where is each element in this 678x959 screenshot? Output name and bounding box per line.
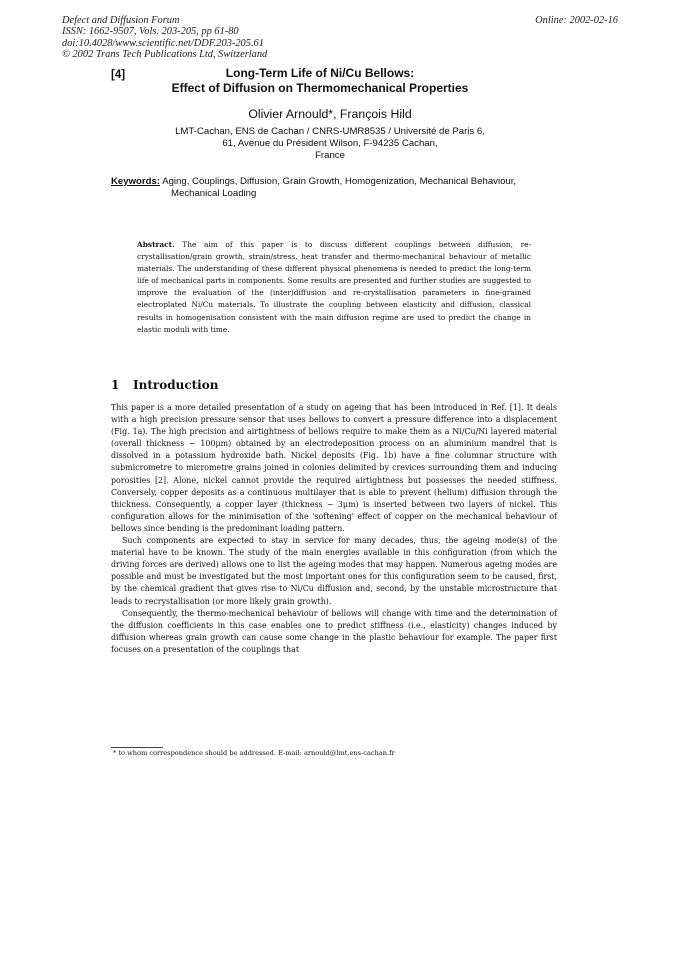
affiliation-line-1: LMT-Cachan, ENS de Cachan / CNRS-UMR8535 / Université de Paris 6, bbox=[175, 126, 485, 137]
section-heading bbox=[111, 378, 218, 392]
authors: Olivier Arnould*, François Hild bbox=[248, 107, 412, 121]
abstract bbox=[137, 239, 531, 336]
abstract-label: Abstract. bbox=[137, 240, 175, 249]
journal-header bbox=[62, 15, 618, 60]
issn-line: ISSN: 1662-9507, Vols. 203-205, pp 61-80 bbox=[62, 26, 239, 38]
affiliation-line-3: France bbox=[315, 150, 345, 162]
paragraph-2: Such components are expected to stay in service for many decades, thus, the ageing mode(s) of the material have to be known. The study of the main energies available in this configuration (from which the driving forces are derived) allows one to list the ageing modes that may happen. Numerous ageing modes are possible and must be investigated but the most important ones for this configuration seem to be caused, first, by the chemical gradient that gives rise to Ni/Cu diffusion and, second, by the unstable microstructure that leads to recrystallisation (or more likely grain growth). bbox=[111, 536, 557, 606]
keywords-text: Aging, Couplings, Diffusion, Grain Growth, Homogenization, Mechanical Behaviour, bbox=[162, 176, 517, 187]
online-date: Online: 2002-02-16 bbox=[535, 15, 618, 26]
paper-title bbox=[150, 66, 490, 96]
title-line-1: Long-Term Life of Ni/Cu Bellows: bbox=[225, 66, 415, 80]
reference-tag: [4] bbox=[111, 69, 126, 81]
section-title: Introduction bbox=[133, 378, 219, 392]
section-number: 1 bbox=[111, 378, 120, 392]
paragraph-1: This paper is a more detailed presentation of a study on ageing that has been introduced in Ref. [1]. It deals with a high precision pressure sensor that uses bellows to convert a pressure difference into a displacement (Fig. 1a). The high precision and airtightness of bellows require to make them as a Ni/Cu/Ni layered material (overall thickness ~ 100μm) obtained by an electrodeposition process on an aluminium mandrel that is dissolved in a potassium hydroxide bath. Nickel deposits (Fig. 1b) have a fine columnar structure with submicrometre to micrometre grains joined in colonies delimited by crevices surrounding them and inducing porosities [2]. Alone, nickel cannot provide the required airtightness but possesses the needed stiffness. Conversely, copper deposits as a continuous multilayer that is able to prevent (helium) diffusion through the thickness. Consequently, a copper layer (thickness ~ 3μm) is inserted between two layers of nickel. This configuration allows for the minimisation of the 'softening' effect of copper on the mechanical behaviour of bellows since bending is the predominant loading pattern. bbox=[111, 403, 557, 533]
affiliation bbox=[110, 126, 550, 163]
keywords bbox=[111, 176, 551, 200]
abstract-text: The aim of this paper is to discuss different couplings between diffusion, re-crystallisation/grain growth, strain/stress, heat transfer and thermo-mechanical behaviour of metallic materials. The understanding of these different physical phenomena is needed to predict the long-term life of mechanical parts in components. Some results are presented and further studies are suggested to improve the evaluation of the (inter)diffusion and re-crystallisation parameters in fine-grained electroplated Ni/Cu materials. To illustrate the coupling between elasticity and diffusion, classical results in homogenisation consistent with the main diffusion regime are used to predict the change in elastic moduli with time. bbox=[137, 240, 531, 334]
journal-name: Defect and Diffusion Forum bbox=[62, 15, 180, 26]
copyright-line: © 2002 Trans Tech Publications Ltd, Switzerland bbox=[62, 48, 268, 60]
title-line-2: Effect of Diffusion on Thermomechanical Properties bbox=[171, 81, 469, 95]
paragraph-3: Consequently, the thermo-mechanical behaviour of bellows will change with time and the determination of the diffusion coefficients in this case enables one to predict stiffness (i.e., elasticity) changes induced by diffusion whereas grain growth can cause some change in the plastic behaviour for example. The paper first focuses on a presentation of the couplings that bbox=[111, 608, 557, 654]
keywords-label: Keywords: bbox=[111, 176, 161, 187]
keywords-text-continued: Mechanical Loading bbox=[171, 188, 257, 200]
doi-line: doi:10.4028/www.scientific.net/DDF.203-205.61 bbox=[62, 37, 264, 49]
affiliation-line-2: 61, Avenue du Président Wilson, F-94235 Cachan, bbox=[222, 138, 438, 150]
section-body bbox=[111, 402, 557, 656]
footnote-rule bbox=[111, 747, 163, 748]
footnote: * to whom correspondence should be addressed. E-mail: arnould@lmt.ens-cachan.fr bbox=[113, 749, 395, 757]
